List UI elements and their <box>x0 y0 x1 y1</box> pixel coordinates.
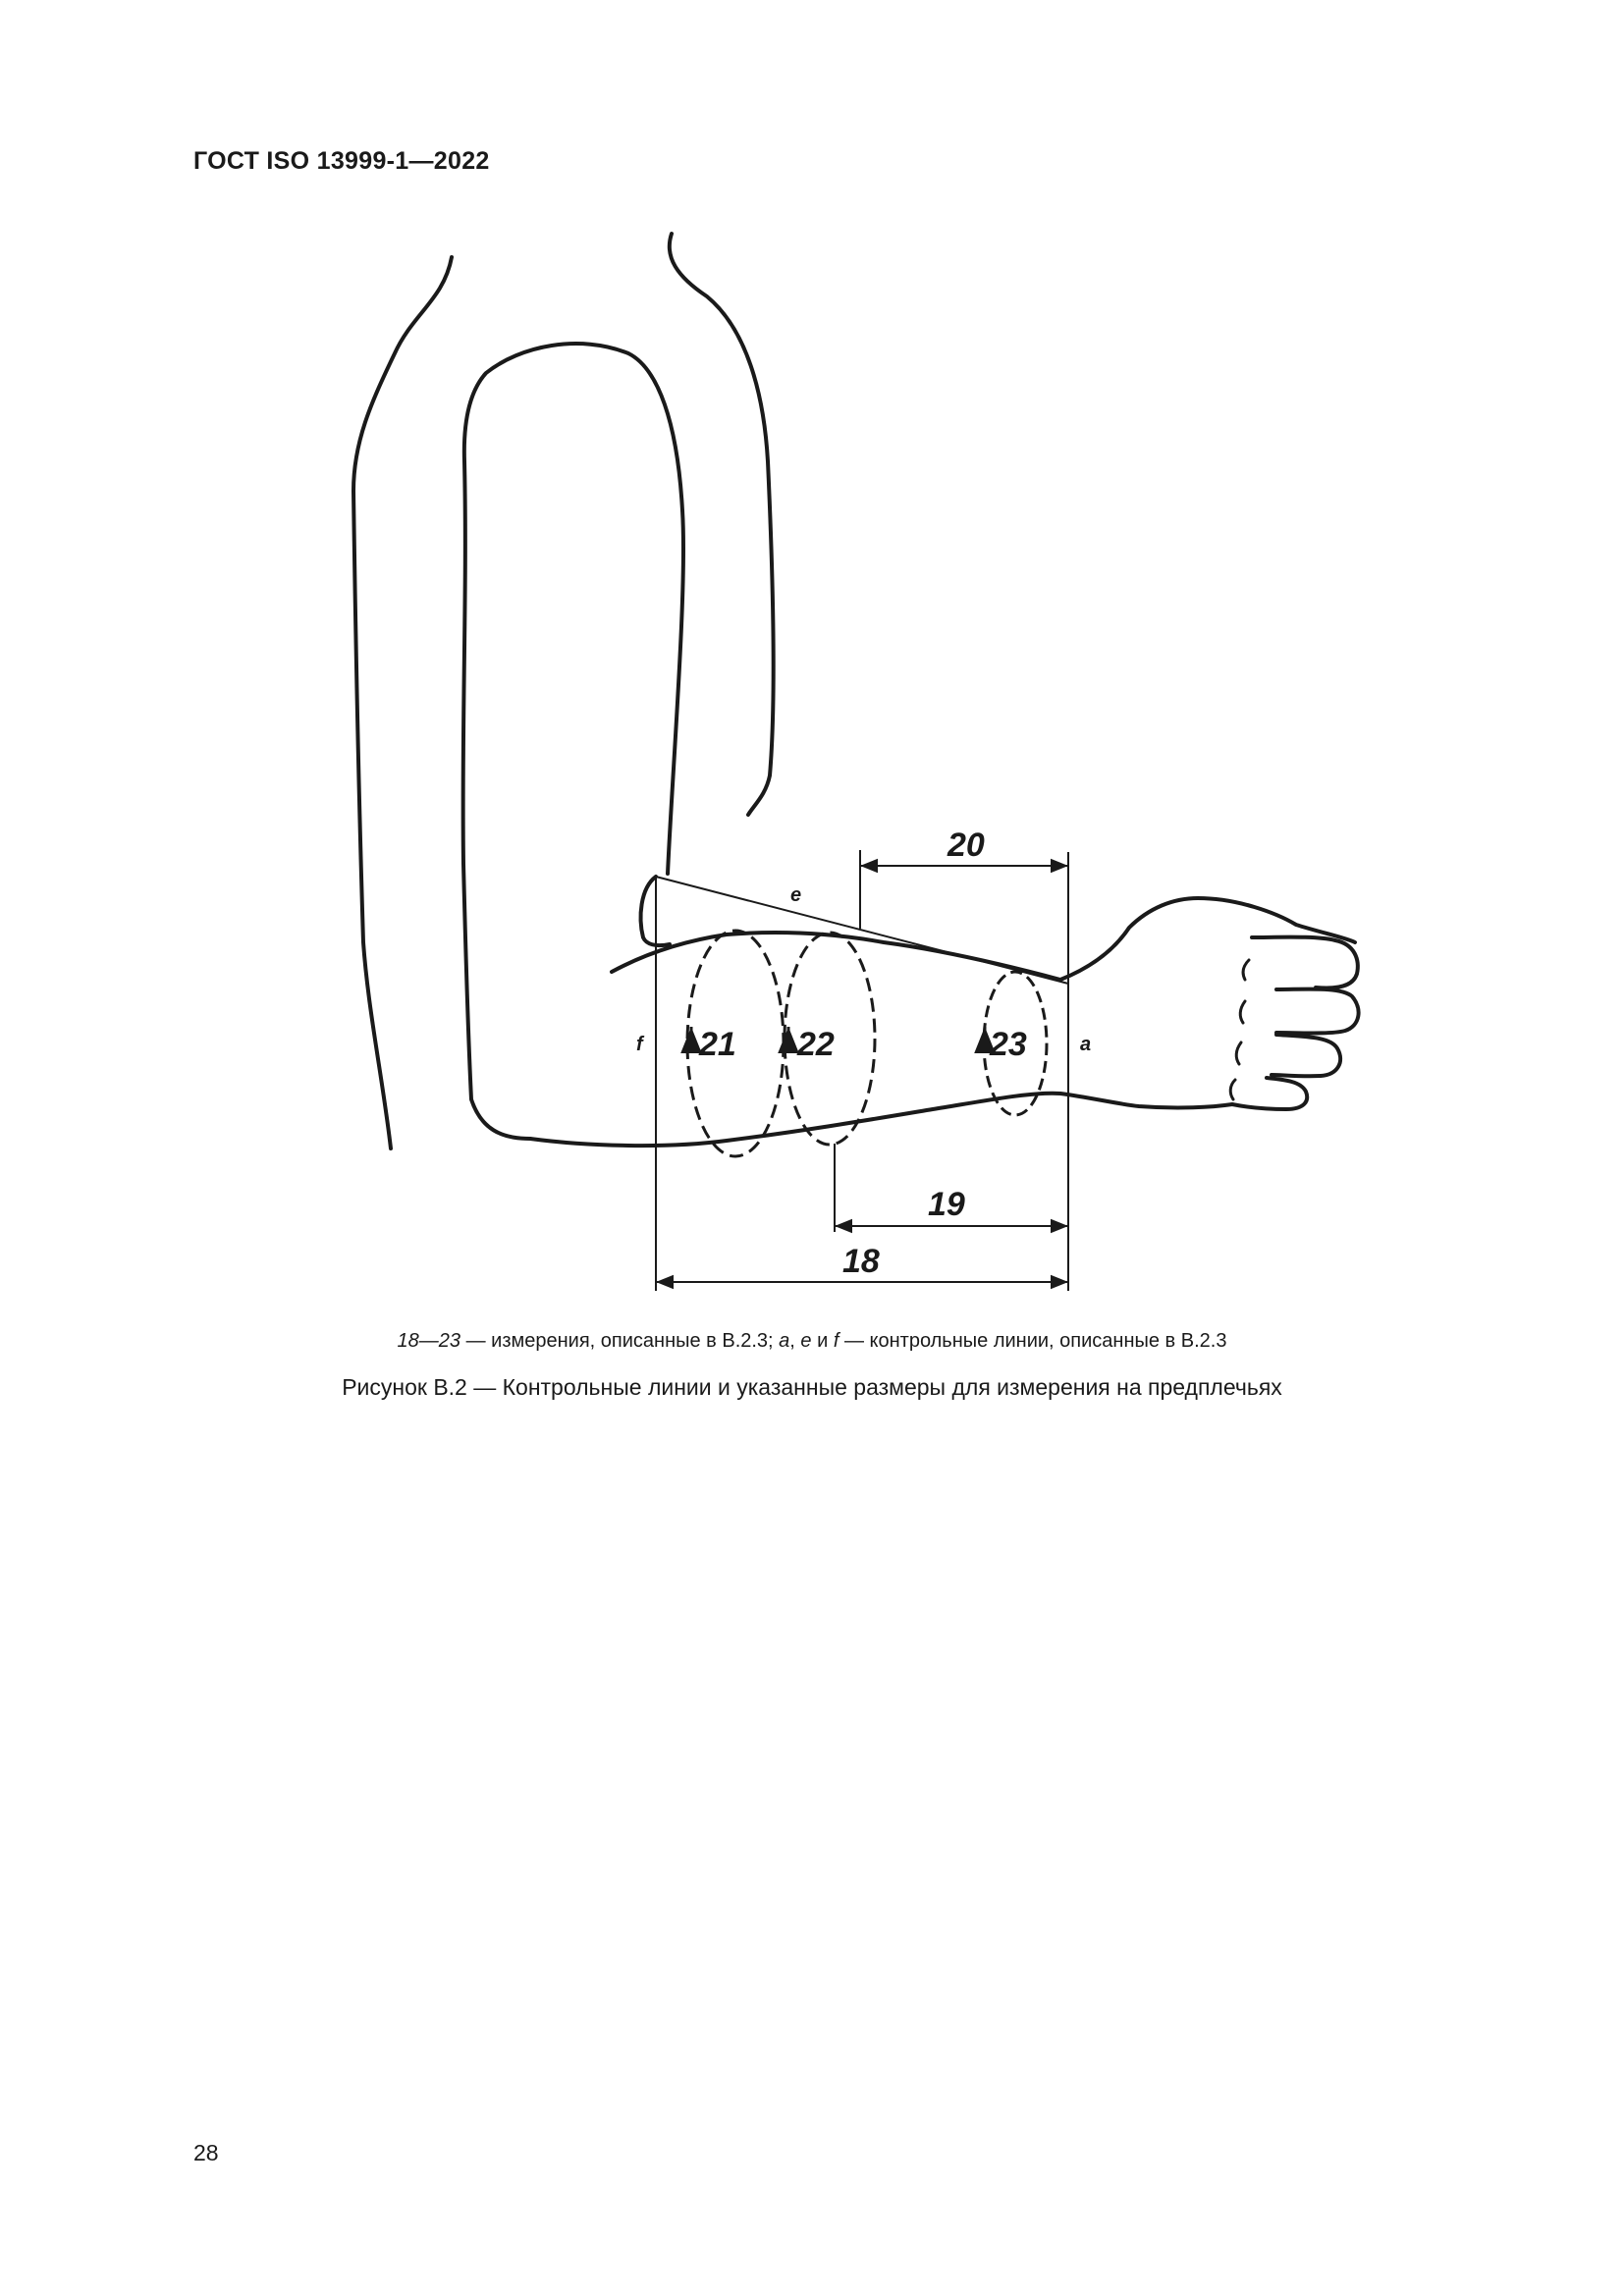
key-text-1: — измерения, описанные в В.2.3; <box>460 1330 780 1352</box>
figure-labels <box>636 827 1091 1280</box>
dimension-lines <box>656 850 1068 1291</box>
key-f: f <box>833 1330 839 1352</box>
key-text-2: — контрольные линии, описанные в В.2.3 <box>839 1330 1227 1352</box>
key-e: e <box>800 1330 812 1352</box>
key-sep: , <box>789 1330 801 1352</box>
label-a: a <box>1080 1034 1092 1055</box>
label-19: 19 <box>928 1186 965 1223</box>
key-a: a <box>779 1330 790 1352</box>
label-e: e <box>790 884 802 906</box>
label-20: 20 <box>947 827 985 864</box>
figure-caption: Рисунок В.2 — Контрольные линии и указанные размеры для измерения на предплечьях <box>342 1374 1282 1400</box>
label-21: 21 <box>699 1026 736 1063</box>
key-and: и <box>811 1330 834 1352</box>
arm-outline <box>353 234 1359 1148</box>
page-number: 28 <box>193 2140 219 2165</box>
label-f: f <box>636 1034 643 1055</box>
label-22: 22 <box>797 1026 835 1063</box>
key-range: 18—23 <box>397 1330 461 1352</box>
figure-key <box>0 1330 1624 1353</box>
label-18: 18 <box>842 1243 880 1280</box>
knuckle-dashes <box>1230 960 1249 1099</box>
document-header: ГОСТ ISO 13999-1—2022 <box>193 147 490 175</box>
label-23: 23 <box>990 1026 1027 1063</box>
